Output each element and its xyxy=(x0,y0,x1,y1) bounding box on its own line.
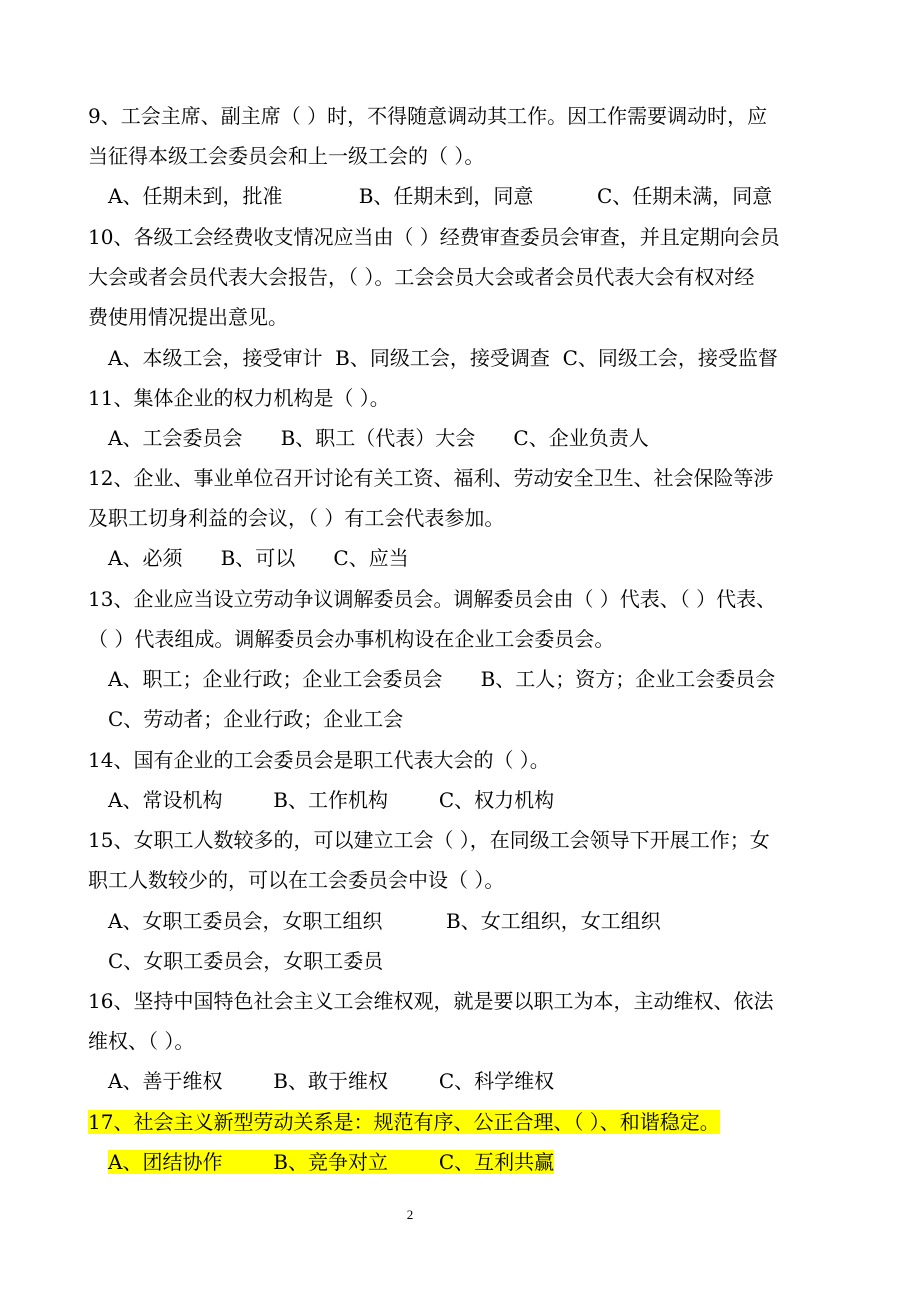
question-12-line-2: 及职工切身利益的会议，（ ）有工会代表参加。 xyxy=(88,506,505,530)
question-16-line-2: 维权、（ ）。 xyxy=(88,1029,195,1053)
question-17-options xyxy=(108,1147,554,1177)
question-9-line-1: 9、工会主席、副主席（ ）时，不得随意调动其工作。因工作需要调动时，应 xyxy=(88,104,768,128)
question-16-line-1: 16、坚持中国特色社会主义工会维权观，就是要以职工为本，主动维权、依法 xyxy=(88,989,774,1013)
question-11-options: A、工会委员会 B、职工（代表）大会 C、企业负责人 xyxy=(108,426,649,450)
question-15-line-1: 15、女职工人数较多的，可以建立工会（ ），在同级工会领导下开展工作；女 xyxy=(88,828,770,852)
question-9-line-2: 当征得本级工会委员会和上一级工会的（ ）。 xyxy=(88,144,485,168)
question-10-options: A、本级工会，接受审计 B、同级工会，接受调查 C、同级工会，接受监督 xyxy=(108,346,778,370)
question-15-options-2: C、女职工委员会，女职工委员 xyxy=(108,949,384,973)
question-17-line-1 xyxy=(88,1107,720,1137)
page-number: 2 xyxy=(406,1207,414,1222)
question-10-line-3: 费使用情况提出意见。 xyxy=(88,305,288,329)
question-13-line-2: （ ）代表组成。调解委员会办事机构设在企业工会委员会。 xyxy=(88,627,615,651)
question-13-options-2: C、劳动者；企业行政；企业工会 xyxy=(108,707,404,731)
question-9-options: A、任期未到，批准 B、任期未到，同意 C、任期未满，同意 xyxy=(108,184,773,208)
question-12-options: A、必须 B、可以 C、应当 xyxy=(108,546,409,570)
question-16-options: A、善于维权 B、敢于维权 C、科学维权 xyxy=(108,1069,555,1093)
question-15-line-2: 职工人数较少的，可以在工会委员会中设（ ）。 xyxy=(88,868,505,892)
question-17-highlight: 17、社会主义新型劳动关系是：规范有序、公正合理、（ ）、和谐稳定。 xyxy=(88,1110,720,1134)
question-12-line-1: 12、企业、事业单位召开讨论有关工资、福利、劳动安全卫生、社会保险等涉 xyxy=(88,466,774,490)
question-13-line-1: 13、企业应当设立劳动争议调解委员会。调解委员会由（ ）代表、（ ）代表、 xyxy=(88,587,777,611)
question-10-line-1: 10、各级工会经费收支情况应当由（ ）经费审查委员会审查，并且定期向会员 xyxy=(88,225,780,249)
question-11-line-1: 11、集体企业的权力机构是（ ）。 xyxy=(88,386,390,410)
question-15-options-1: A、女职工委员会，女职工组织 B、女工组织，女工组织 xyxy=(108,909,661,933)
question-14-options: A、常设机构 B、工作机构 C、权力机构 xyxy=(108,788,555,812)
question-13-options-1: A、职工；企业行政；企业工会委员会 B、工人；资方；企业工会委员会 xyxy=(108,667,776,691)
question-14-line-1: 14、国有企业的工会委员会是职工代表大会的（ ）。 xyxy=(88,748,550,772)
question-10-line-2: 大会或者会员代表大会报告，（ ）。工会会员大会或者会员代表大会有权对经 xyxy=(88,265,755,289)
question-17-options-highlight: A、团结协作 B、竞争对立 C、互利共赢 xyxy=(108,1150,555,1174)
